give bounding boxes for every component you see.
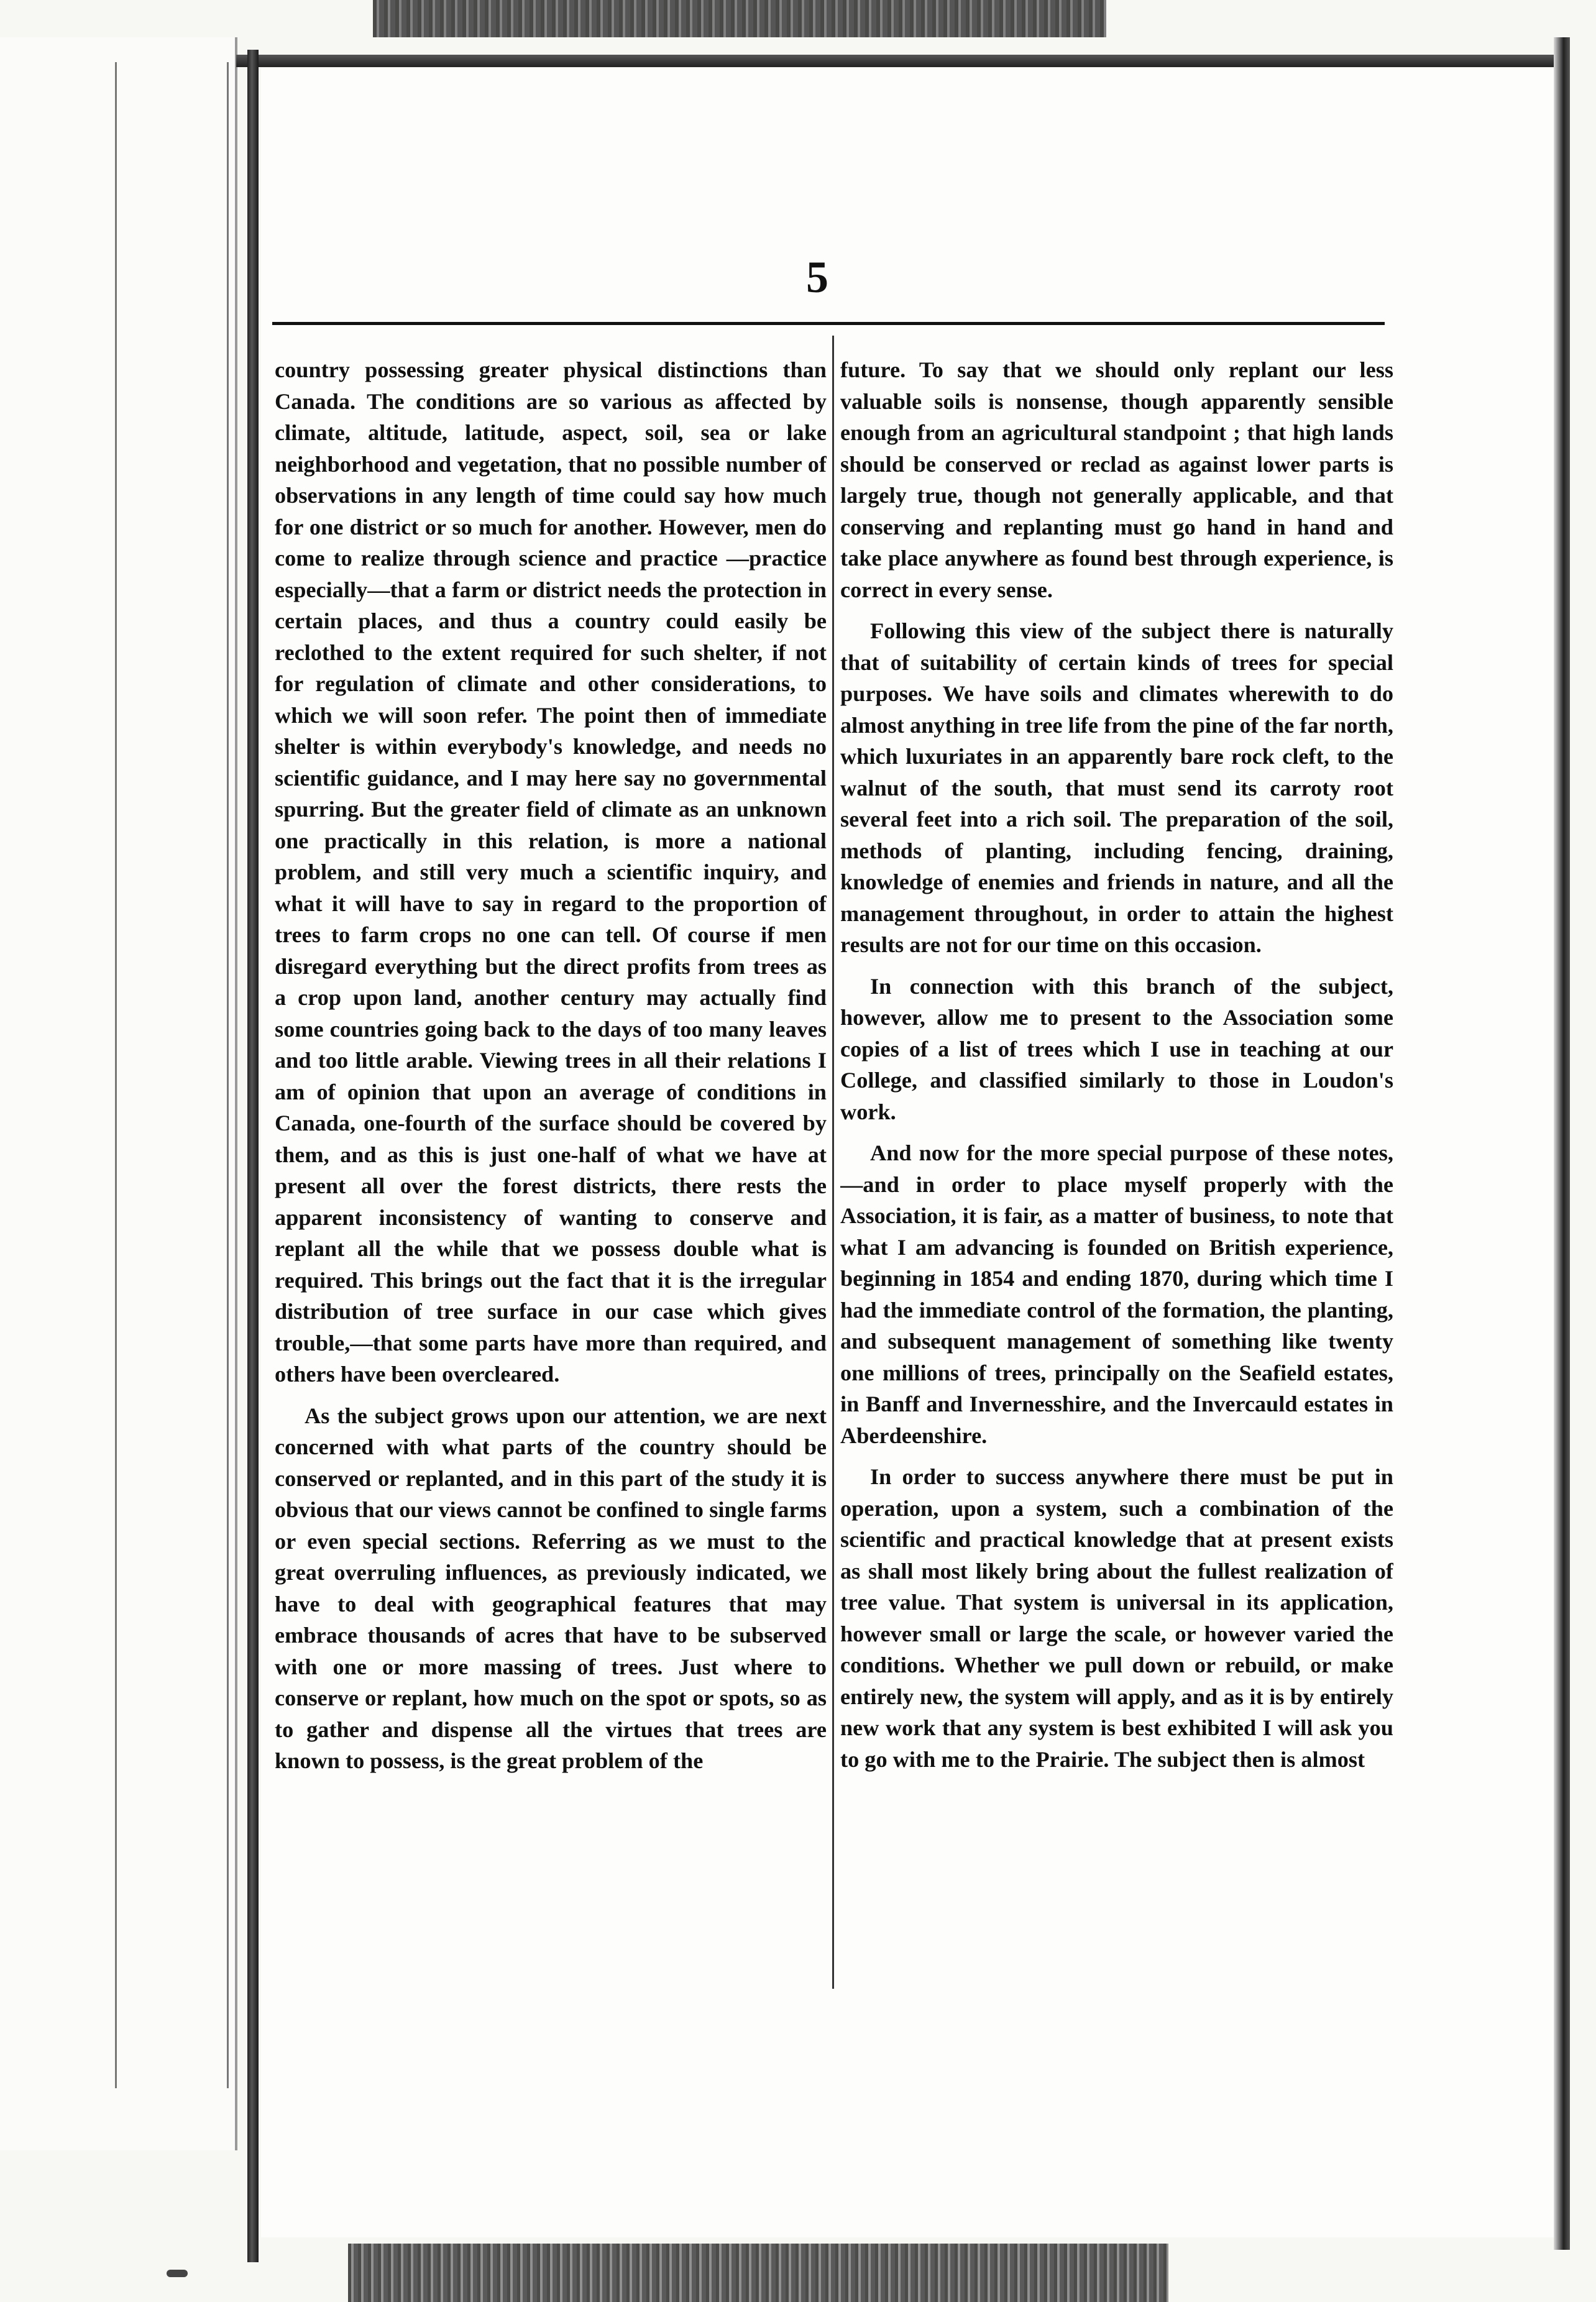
paragraph: As the subject grows upon our attention, we are next concerned with what parts of the country should be conserved or replanted, and in this part of the study it is obvious that our views cannot be confined to single farms or even special sections. Referring as we must to the great overruling influences, as previously indicated, we have to deal with geographical features that may embrace thousands of acres that have to be subserved with one or more massing of trees. Just where to conserve or replant, how much on the spot or spots, so as to gather and dispense all the virtues that trees are known to possess, is the great problem of the: [275, 1403, 827, 1773]
column-divider: [832, 336, 834, 1989]
paragraph: In order to success anywhere there must be put in operation, upon a system, such a combination of the scientific and practical knowledge that at present exists as shall most likely bring about the fullest realization of tree value. That system is universal in its application, however small or large the scale, or however varied the conditions. Whether we pull down or rebuild, or make entirely new, the system will apply, and as it is by entirely new work that any system is best exhibited I will ask you to go with me to the Prairie. The subject then is almost: [840, 1464, 1393, 1772]
text-column-right: [840, 354, 1393, 1989]
facing-page-rule: [115, 62, 117, 2088]
scan-mark: [167, 2270, 188, 2277]
paragraph: country possessing greater physical distinctions than Canada. The conditions are so various as affected by climate, altitude, latitude, aspect, soil, sea or lake neighborhood and vegetation, that no possible number of observations in any length of time could say how much for one district or so much for another. However, men do come to realize through science and practice —practice especially—that a farm or district needs the protection in certain places, and thus a country could easily be reclothed to the extent required for such shelter, if not for regulation of climate and other considerations, to which we will soon refer. The point then of immediate shelter is within everybody's knowledge, and needs no scientific guidance, and I may here say no governmental spurring. But the greater field of climate as an unknown one practically in this relation, is more a national problem, and still very much a scientific inquiry, and what it will have to say in regard to the proportion of trees to farm crops no one can tell. Of course if men disregard everything but the direct profits from trees as a crop upon land, another century may actually find some countries going back to the days of too many leaves and too little arable. Viewing trees in all their relations I am of opinion that upon an average of conditions in Canada, one-fourth of the surface should be covered by them, and as this is just one-half of what we have at present all over the forest districts, there rests the apparent inconsistency of wanting to conserve and replant all the while that we possess double what is required. This brings out the fact that it is the irregular distribution of tree surface in our case which gives trouble,—that some parts have more than required, and others have been overcleared.: [275, 357, 827, 1387]
scan-border-bottom: [348, 2244, 1168, 2302]
facing-page-edge: [0, 37, 237, 2150]
page-number: 5: [806, 252, 828, 302]
scan-border-top: [373, 0, 1106, 37]
page-top-edge: [236, 55, 1566, 67]
paragraph: And now for the more special purpose of these notes,—and in order to place myself properly with the Association, it is fair, as a matter of business, to note that what I am advancing is founded on British experience, beginning in 1854 and ending 1870, during which time I had the immediate control of the formation, the planting, and subsequent management of something like twenty one millions of trees, principally on the Seafield estates, in Banff and Invernesshire, and the Invercauld estates in Aberdeenshire.: [840, 1140, 1393, 1448]
paragraph: In connection with this branch of the subject, however, allow me to present to the Association some copies of a list of trees which I use in teaching at our College, and classified similarly to those in Loudon's work.: [840, 973, 1393, 1124]
header-rule: [272, 322, 1385, 325]
text-column-left: [275, 354, 827, 1989]
page-gutter-shadow: [247, 50, 259, 2262]
paragraph: Following this view of the subject there is naturally that of suitability of certain kinds of trees for special purposes. We have soils and climates wherewith to do almost anything in tree life from the pine of the far north, which luxuriates in an apparently bare rock cleft, to the walnut of the south, that must send its carroty root several feet into a rich soil. The preparation of the soil, methods of planting, including fencing, draining, knowledge of enemies and friends in nature, and all the management throughout, in order to attain the highest results are not for our time on this occasion.: [840, 618, 1393, 957]
facing-page-rule: [227, 62, 229, 2088]
page-right-edge: [1554, 37, 1570, 2250]
paragraph: future. To say that we should only replant our less valuable soils is nonsense, though apparently sensible enough from an agricultural standpoint ; that high lands should be conserved or reclad as against lower parts is largely true, though not generally applicable, and that conserving and replanting must go hand in hand and take place anywhere as found best through experience, is correct in every sense.: [840, 357, 1393, 602]
